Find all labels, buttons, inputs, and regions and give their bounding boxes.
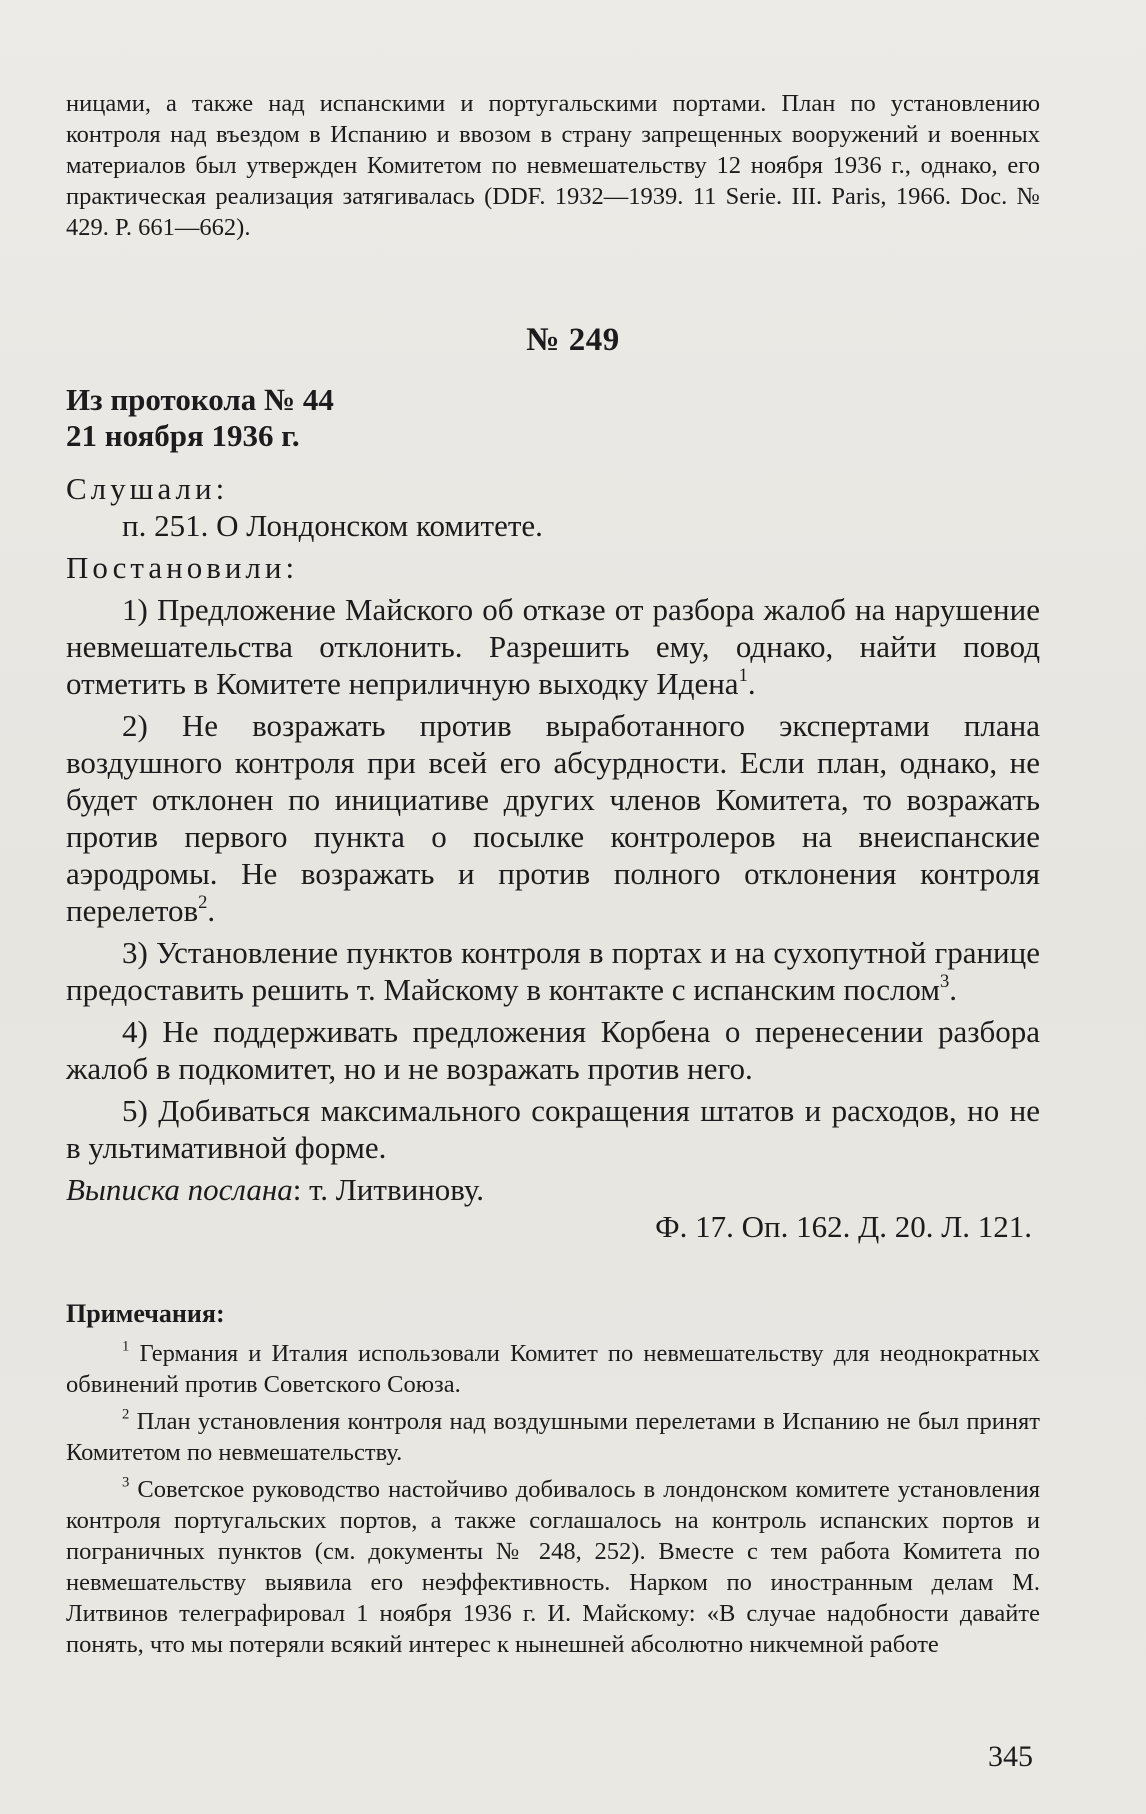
- resolution-text: 1) Предложение Майского об отказе от разбора жалоб на нарушение невмешательства отклонить. Разрешить ему, однако, найти повод отметить в Комитете неприличную выходку Идена: [66, 592, 1040, 701]
- resolution-text: 5) Добиваться максимального сокращения штатов и расходов, но не в ультимативной форме.: [66, 1093, 1040, 1165]
- footnote-mark: 1: [738, 664, 748, 686]
- heading-protocol: Из протокола № 44: [66, 382, 334, 417]
- footnote-mark: 1: [122, 1338, 130, 1355]
- footnote-mark: 2: [122, 1406, 130, 1423]
- note-text: Советское руководство настойчиво добивалось в лондонском комитете установления контроля португальских портов, а также соглашалось на контроль испанских портов и пограничных пунктов (см. документы № 248, 252). Вместе с тем работа Комитета по невмешательству выявила его неэффективность. Нарком по иностранным делам М. Литвинов телеграфировал 1 ноября 1936 г. И. Майскому: «В случае надобности давайте понять, что мы потеряли всякий интерес к нынешней абсолютно никчемной работе: [66, 1476, 1040, 1658]
- footnote-mark: 3: [939, 970, 950, 992]
- extract-label: Выписка послана: [66, 1172, 293, 1207]
- extract-line: [66, 1171, 1040, 1208]
- note-3: [66, 1474, 1040, 1660]
- archive-reference: Ф. 17. Оп. 162. Д. 20. Л. 121.: [655, 1209, 1032, 1244]
- heading-date: 21 ноября 1936 г.: [66, 418, 300, 453]
- resolution-end: .: [747, 666, 756, 701]
- footnote-mark: 2: [198, 891, 208, 913]
- notes-section: [66, 1298, 1040, 1666]
- footnote-mark: 3: [122, 1474, 130, 1491]
- heard-item: п. 251. О Лондонском комитете.: [122, 508, 543, 543]
- resolution-2: [66, 707, 1040, 929]
- resolved-label: Постановили:: [66, 550, 299, 585]
- resolution-5: [66, 1092, 1040, 1166]
- resolution-1: [66, 591, 1040, 702]
- note-2: [66, 1406, 1040, 1468]
- resolution-end: .: [949, 972, 957, 1007]
- note-1: [66, 1338, 1040, 1400]
- document-number: № 249: [526, 322, 620, 358]
- heard-label: Слушали:: [66, 471, 229, 506]
- notes-title: Примечания:: [66, 1299, 225, 1328]
- resolution-end: .: [207, 893, 216, 928]
- page-number: 345: [988, 1740, 1033, 1773]
- resolution-4: [66, 1013, 1040, 1087]
- extract-value: : т. Литвинову.: [292, 1172, 484, 1207]
- intro-paragraph: [66, 88, 1040, 243]
- resolution-text: 4) Не поддерживать предложения Корбена о перенесении разбора жалоб в подкомитет, но и не возражать против него.: [66, 1014, 1040, 1086]
- resolution-text: 3) Установление пунктов контроля в портах и на сухопутной границе предоставить решить т. Майскому в контакте с испанским послом: [66, 935, 1040, 1007]
- note-text: План установления контроля над воздушными перелетами в Испанию не был принят Комитетом по невмешательству.: [66, 1408, 1040, 1466]
- resolution-text: 2) Не возражать против выработанного экспертами плана воздушного контроля при всей его абсурдности. Если план, однако, не будет отклонен по инициативе других членов Комитета, то возражать против первого пункта о посылке контролеров на внеиспанские аэродромы. Не возражать и против полного отклонения контроля перелетов: [66, 708, 1040, 928]
- document-heading: [66, 382, 1040, 454]
- resolution-3: [66, 934, 1040, 1008]
- note-text: Германия и Италия использовали Комитет по невмешательству для неоднократных обвинений против Советского Союза.: [66, 1340, 1040, 1398]
- intro-text: ницами, а также над испанскими и португальскими портами. План по установлению контроля над въездом в Испанию и ввозом в страну запрещенных вооружений и военных материалов был утвержден Комитетом по невмешательству 12 ноября 1936 г., однако, его практическая реализация затягивалась (DDF. 1932—1939. 11 Serie. III. Paris, 1966. Doc. № 429. P. 661—662).: [66, 90, 1040, 241]
- protocol-body: [66, 470, 1040, 1245]
